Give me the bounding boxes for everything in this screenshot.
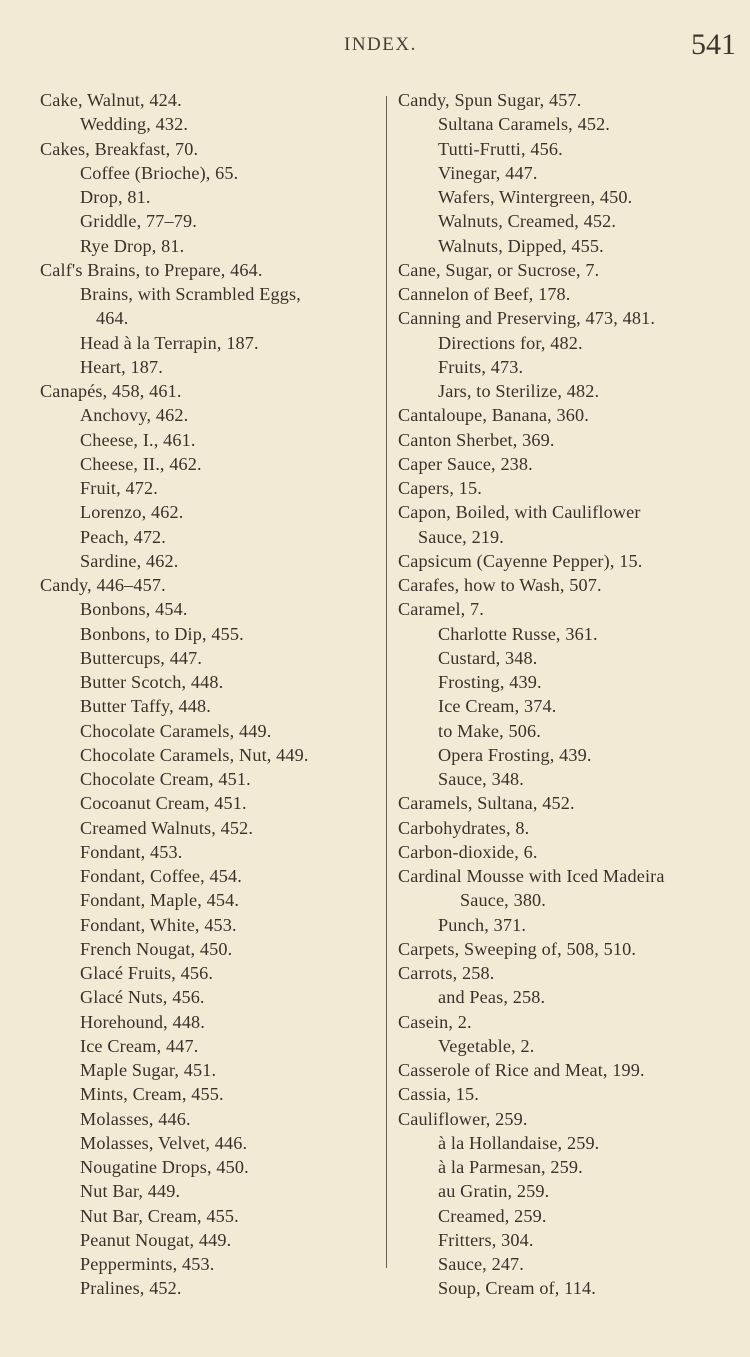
- index-subentry: Fruits, 473.: [438, 356, 524, 377]
- index-entry: Caramels, Sultana, 452.: [398, 793, 575, 814]
- index-subentry: Ice Cream, 374.: [438, 696, 557, 717]
- running-title: INDEX.: [344, 34, 417, 55]
- index-subentry: Sauce, 247.: [438, 1254, 524, 1274]
- page-header: [0, 28, 750, 68]
- index-subentry: à la Parmesan, 259.: [438, 1157, 583, 1177]
- index-subentry: French Nougat, 450.: [80, 938, 233, 959]
- index-subentry: Nut Bar, Cream, 455.: [80, 1205, 239, 1226]
- index-subentry: Jars, to Sterilize, 482.: [438, 381, 600, 401]
- index-column-left: [40, 88, 385, 1301]
- index-subentry: Creamed, 259.: [438, 1205, 547, 1226]
- index-subentry: Glacé Nuts, 456.: [80, 987, 205, 1008]
- index-entry: Calf's Brains, to Prepare, 464.: [40, 259, 263, 280]
- index-subentry: Lorenzo, 462.: [80, 502, 184, 523]
- index-subentry: Custard, 348.: [438, 647, 538, 668]
- index-entry: Cakes, Breakfast, 70.: [40, 138, 199, 159]
- index-subentry: Fritters, 304.: [438, 1229, 534, 1250]
- index-subentry: Sardine, 462.: [80, 550, 179, 571]
- index-entry: Candy, Spun Sugar, 457.: [398, 90, 582, 110]
- index-entry: Carbon-dioxide, 6.: [398, 841, 538, 862]
- index-subentry: Punch, 371.: [438, 914, 527, 935]
- index-entry: Carbohydrates, 8.: [398, 817, 530, 838]
- index-column-right: [398, 88, 743, 1301]
- index-entry: Cake, Walnut, 424.: [40, 90, 182, 110]
- index-subentry: Nougatine Drops, 450.: [80, 1157, 249, 1177]
- index-entry: Cane, Sugar, or Sucrose, 7.: [398, 259, 600, 280]
- index-entry: Cardinal Mousse with Iced Madeira: [398, 866, 665, 886]
- index-subentry: Fondant, White, 453.: [80, 914, 237, 935]
- index-entry-continuation: Sauce, 380.: [460, 890, 546, 911]
- index-subentry: Opera Frosting, 439.: [438, 744, 592, 765]
- index-entry: Cannelon of Beef, 178.: [398, 284, 571, 304]
- index-subentry: Chocolate Cream, 451.: [80, 769, 251, 789]
- index-subentry: Vegetable, 2.: [438, 1035, 535, 1056]
- index-subentry: Wedding, 432.: [80, 114, 189, 135]
- index-entry-continuation: Sauce, 219.: [418, 526, 504, 547]
- index-subentry: Soup, Cream of, 114.: [438, 1278, 596, 1299]
- index-subentry: Cheese, I., 461.: [80, 429, 196, 450]
- index-subentry: Butter Taffy, 448.: [80, 696, 211, 717]
- index-entry: Cantaloupe, Banana, 360.: [398, 405, 589, 426]
- index-subentry: Tutti-Frutti, 456.: [438, 138, 563, 159]
- index-subentry: Charlotte Russe, 361.: [438, 623, 598, 644]
- index-subentry: Chocolate Caramels, 449.: [80, 720, 272, 741]
- index-subentry: to Make, 506.: [438, 720, 541, 741]
- index-entry: Caper Sauce, 238.: [398, 453, 533, 474]
- index-entry: Caramel, 7.: [398, 599, 484, 620]
- index-subentry: Wafers, Wintergreen, 450.: [438, 187, 633, 207]
- index-subentry: à la Hollandaise, 259.: [438, 1132, 600, 1153]
- index-subentry: Maple Sugar, 451.: [80, 1060, 217, 1080]
- index-entry: Capers, 15.: [398, 478, 482, 498]
- index-subentry: Directions for, 482.: [438, 332, 583, 353]
- index-subentry: Cocoanut Cream, 451.: [80, 793, 247, 814]
- index-subentry: Drop, 81.: [80, 187, 151, 207]
- index-subentry: Bonbons, 454.: [80, 599, 188, 620]
- index-subentry: Sultana Caramels, 452.: [438, 114, 611, 135]
- index-subentry: Chocolate Caramels, Nut, 449.: [80, 744, 309, 765]
- index-subentry: Molasses, 446.: [80, 1108, 191, 1129]
- index-subentry: Walnuts, Dipped, 455.: [438, 235, 604, 256]
- index-subentry: Glacé Fruits, 456.: [80, 963, 214, 983]
- index-entry: Candy, 446–457.: [40, 575, 166, 595]
- index-subentry: Butter Scotch, 448.: [80, 672, 224, 692]
- column-divider: [386, 96, 387, 1268]
- index-subentry: and Peas, 258.: [438, 987, 546, 1008]
- index-subentry: Creamed Walnuts, 452.: [80, 817, 254, 838]
- index-subentry: Molasses, Velvet, 446.: [80, 1132, 248, 1153]
- index-subentry: Horehound, 448.: [80, 1011, 205, 1032]
- index-subentry: Cheese, II., 462.: [80, 453, 202, 474]
- index-subentry: Mints, Cream, 455.: [80, 1084, 224, 1105]
- index-subentry: Fondant, Maple, 454.: [80, 890, 240, 911]
- index-subentry: Brains, with Scrambled Eggs,: [80, 284, 301, 304]
- index-subentry: Peach, 472.: [80, 526, 166, 547]
- page-number: 541: [691, 28, 736, 61]
- index-subentry: Bonbons, to Dip, 455.: [80, 623, 244, 644]
- index-subentry: Nut Bar, 449.: [80, 1181, 181, 1202]
- index-subentry: Griddle, 77–79.: [80, 211, 197, 232]
- index-subentry: Peanut Nougat, 449.: [80, 1229, 232, 1250]
- index-entry: Carpets, Sweeping of, 508, 510.: [398, 938, 637, 959]
- index-subentry: Rye Drop, 81.: [80, 235, 185, 256]
- index-subentry: Fondant, Coffee, 454.: [80, 866, 242, 886]
- index-subentry: Ice Cream, 447.: [80, 1035, 199, 1056]
- index-subentry: Walnuts, Creamed, 452.: [438, 211, 617, 232]
- index-subentry: Fondant, 453.: [80, 841, 183, 862]
- index-subentry: Heart, 187.: [80, 356, 163, 377]
- index-subentry: Frosting, 439.: [438, 672, 542, 692]
- index-subentry: Sauce, 348.: [438, 769, 524, 789]
- index-subentry: Pralines, 452.: [80, 1278, 182, 1299]
- index-subentry: Peppermints, 453.: [80, 1254, 215, 1274]
- index-entry: Casserole of Rice and Meat, 199.: [398, 1060, 645, 1080]
- index-subentry: Fruit, 472.: [80, 478, 158, 498]
- index-subentry: au Gratin, 259.: [438, 1181, 550, 1202]
- index-entry: Canning and Preserving, 473, 481.: [398, 308, 656, 329]
- index-entry: Cassia, 15.: [398, 1084, 479, 1105]
- index-entry: Cauliflower, 259.: [398, 1108, 528, 1129]
- index-subentry: Buttercups, 447.: [80, 647, 203, 668]
- index-entry: Carafes, how to Wash, 507.: [398, 575, 602, 595]
- index-entry-continuation: 464.: [96, 308, 129, 329]
- index-subentry: Coffee (Brioche), 65.: [80, 162, 239, 183]
- index-subentry: Vinegar, 447.: [438, 162, 538, 183]
- index-entry: Capon, Boiled, with Cauliflower: [398, 502, 641, 523]
- index-subentry: Head à la Terrapin, 187.: [80, 332, 259, 353]
- index-entry: Canapés, 458, 461.: [40, 381, 182, 401]
- index-entry: Carrots, 258.: [398, 963, 495, 983]
- index-subentry: Anchovy, 462.: [80, 405, 189, 426]
- index-entry: Casein, 2.: [398, 1011, 472, 1032]
- index-entry: Canton Sherbet, 369.: [398, 429, 555, 450]
- index-entry: Capsicum (Cayenne Pepper), 15.: [398, 550, 643, 571]
